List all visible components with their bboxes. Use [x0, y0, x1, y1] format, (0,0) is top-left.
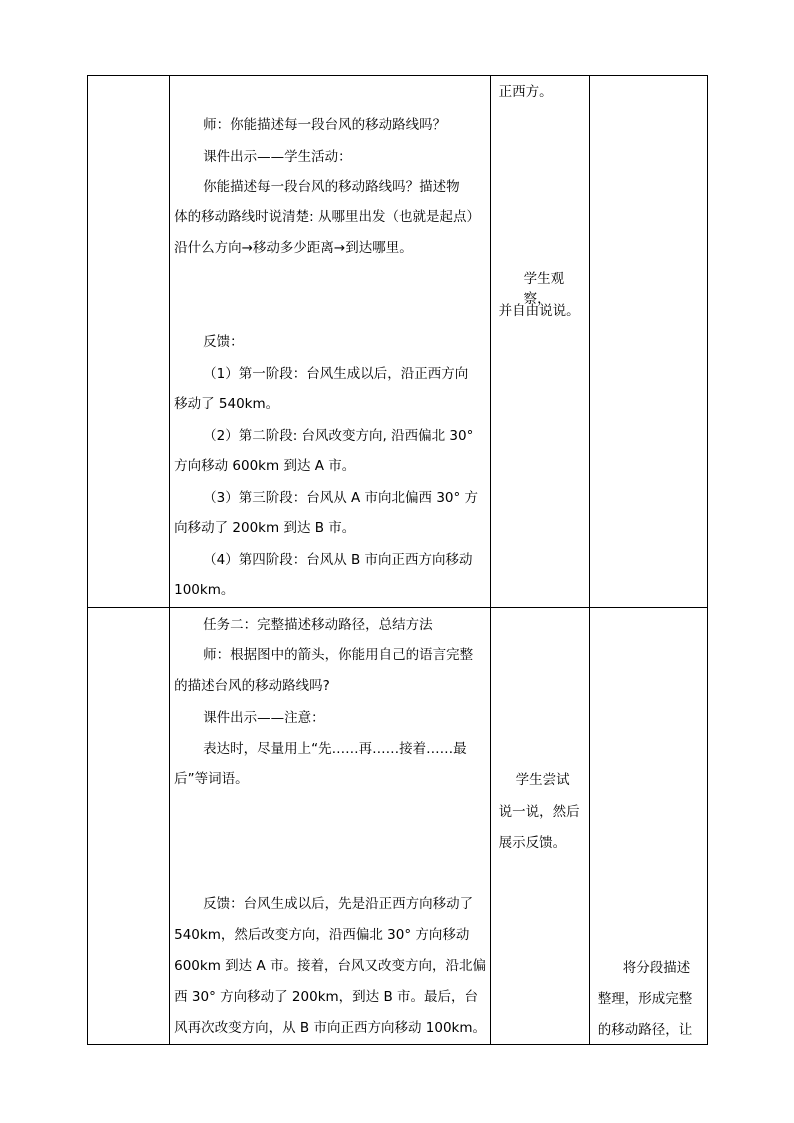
stage-1-text: （1）第一阶段：台风生成以后，沿正西方向 [203, 366, 469, 382]
stage-2-text: （2）第二阶段: 台风改变方向, 沿西偏北 30° [203, 428, 474, 444]
table-row [88, 607, 708, 1044]
student-text: 学生尝试 [515, 771, 570, 788]
stage-3-text: （3）第三阶段：台风从 A 市向北偏西 30° 方 [203, 490, 479, 506]
intent-text: 整理，形成完整 [597, 990, 693, 1007]
teacher-activity-cell [170, 76, 491, 608]
stage-4-text: （4）第四阶段：台风从 B 市向正西方向移动 [203, 552, 473, 568]
note-text: 表达时，尽量用上“先……再……接着……最 [203, 740, 467, 757]
stage-4-text: 100km。 [174, 582, 235, 598]
design-intent-cell [589, 607, 707, 1044]
feedback-label: 反馈： [203, 334, 244, 350]
task-title: 任务二：完整描述移动路径，总结方法 [203, 616, 433, 633]
stage-2-text: 方向移动 600km 到达 A 市。 [174, 458, 356, 474]
stage-3-text: 向移动了 200km 到达 B 市。 [174, 520, 356, 536]
activity-text-line: 体的移动路线时说清楚: 从哪里出发（也就是起点） [174, 209, 480, 225]
teacher-question: 的描述台风的移动路线吗? [174, 677, 330, 694]
feedback-text: 反馈：台风生成以后，先是沿正西方向移动了 [203, 895, 474, 912]
teacher-activity-cell [170, 607, 491, 1044]
student-activity-cell [490, 76, 589, 608]
activity-text-line: 沿什么方向→移动多少距离→到达哪里。 [174, 240, 413, 256]
design-intent-cell [589, 76, 707, 608]
student-activity-cell [490, 607, 589, 1044]
activity-text-line: 你能描述每一段台风的移动路线吗？描述物 [203, 179, 460, 195]
teacher-question: 师：你能描述每一段台风的移动路线吗？ [203, 117, 447, 133]
feedback-text: 540km，然后改变方向，沿西偏北 30° 方向移动 [174, 926, 470, 943]
lesson-plan-table [87, 75, 708, 1045]
student-text: 学生观察， [523, 271, 565, 307]
student-text: 展示反馈。 [498, 834, 567, 851]
student-text: 说一说，然后 [498, 803, 580, 820]
stage-1-text: 移动了 540km。 [174, 396, 280, 412]
feedback-text: 600km 到达 A 市。接着，台风又改变方向，沿北偏 [174, 957, 486, 974]
courseware-title: 课件出示——学生活动： [203, 149, 352, 165]
teacher-question: 师：根据图中的箭头，你能用自己的语言完整 [203, 646, 474, 663]
student-text: 正西方。 [498, 84, 553, 100]
stage-cell [88, 607, 170, 1044]
note-text: 后”等词语。 [174, 770, 249, 787]
feedback-text: 风再次改变方向，从 B 市向正西方向移动 100km。 [174, 1019, 486, 1036]
intent-text: 将分段描述 [622, 959, 691, 976]
courseware-title: 课件出示——注意： [203, 709, 325, 726]
stage-cell [88, 76, 170, 608]
table-row [88, 76, 708, 608]
student-text: 并自由说说。 [498, 303, 580, 319]
feedback-text: 西 30° 方向移动了 200km，到达 B 市。最后，台 [174, 988, 479, 1005]
intent-text: 的移动路径，让 [597, 1021, 693, 1038]
